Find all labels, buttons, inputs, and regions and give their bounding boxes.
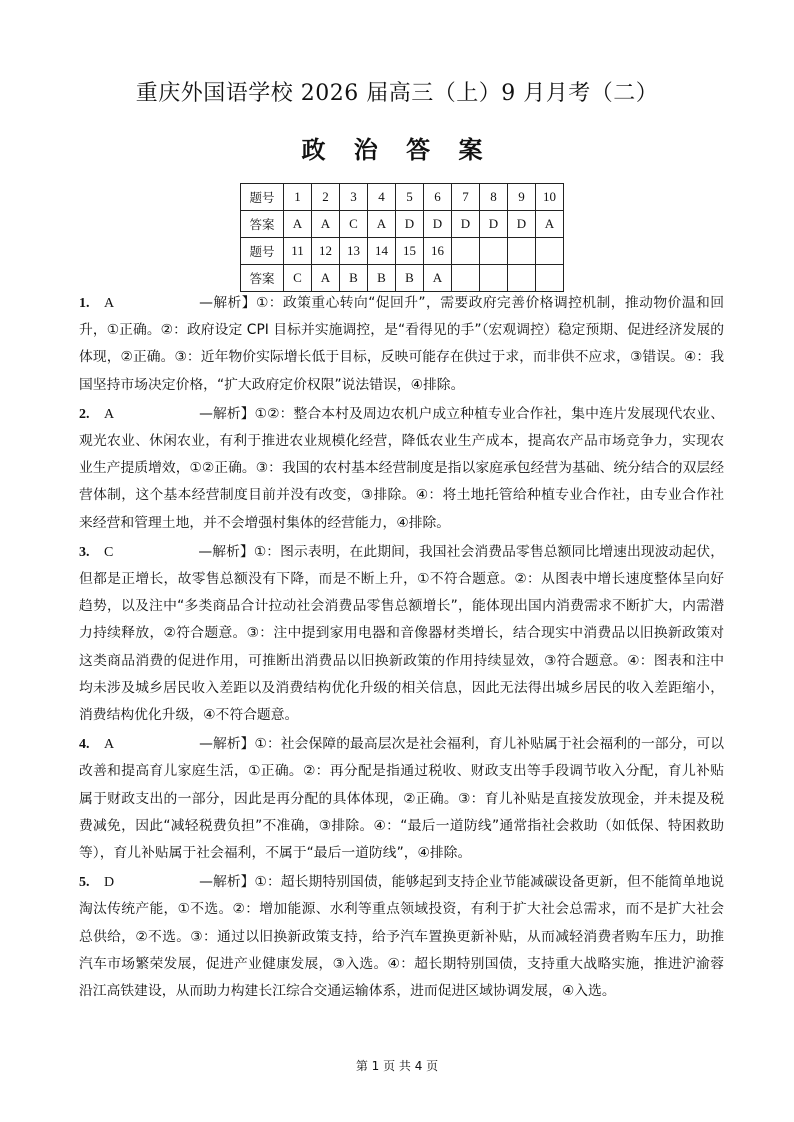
item-explanation: —解析】①：超长期特别国债，能够起到支持企业节能减碳设备更新，但不能简单地说淘汰传统产能，①不选。②：增加能源、水利等重点领域投资，有利于扩大社会总需求，而不是扩大社会总供给，②不选。③：通过以旧换新政策支持，给予汽车置换更新补贴，从而减轻消费者购车压力，助推汽车市场繁荣发展，促进产业健康发展，③入选。④：超长期特别国债，支持重大战略实施，推进沪渝蓉沿江高铁建设，从而助力构建长江综合交通运输体系，进而促进区域协调发展，④入选。 <box>79 874 724 1000</box>
table-header-cell: 题号 <box>241 238 284 265</box>
item-answer: D <box>104 875 115 891</box>
item-text <box>79 290 724 399</box>
table-cell: B <box>368 265 396 292</box>
table-header-cell: 题号 <box>241 184 284 211</box>
item-answer: A <box>104 406 115 422</box>
item-number: 2. <box>79 406 90 422</box>
table-cell: A <box>312 211 340 238</box>
table-cell: 4 <box>368 184 396 211</box>
item-text <box>79 869 724 1005</box>
item-explanation: —解析】①：社会保障的最高层次是社会福利，育儿补贴属于社会福利的一部分，可以改善和提高育儿家庭生活，①正确。②：再分配是指通过税收、财政支出等手段调节收入分配，育儿补贴属于财政支出的一部分，因此是再分配的具体体现，②正确。③：育儿补贴是直接发放现金，并未提及税费减免，因此“减轻税费负担”不准确，③排除。④：“最后一道防线”通常指社会救助（如低保、特困救助等），育儿补贴属于社会福利，不属于“最后一道防线”，④排除。 <box>79 736 724 862</box>
item-number: 4. <box>79 737 90 753</box>
table-cell: A <box>284 211 312 238</box>
table-cell: D <box>396 211 424 238</box>
table-cell: B <box>396 265 424 292</box>
table-cell <box>536 238 564 265</box>
table-cell: D <box>480 211 508 238</box>
table-cell: 16 <box>424 238 452 265</box>
table-cell: 5 <box>396 184 424 211</box>
table-cell <box>508 238 536 265</box>
table-row <box>241 265 564 292</box>
list-item <box>79 401 724 537</box>
table-cell: A <box>312 265 340 292</box>
item-explanation: —解析】①：政策重心转向“促回升”，需要政府完善价格调控机制，推动物价温和回升，①正确。②：政府设定 CPI 目标并实施调控，是“看得见的手”（宏观调控）稳定预期、促进经济发展的体现，②正确。③：近年物价实际增长低于目标，反映可能存在供过于求，而非供不应求，③错误。④：我国坚持市场决定价格，“扩大政府定价权限”说法错误，④排除。 <box>79 295 724 393</box>
table-cell: 15 <box>396 238 424 265</box>
table-cell: B <box>340 265 368 292</box>
table-cell <box>508 265 536 292</box>
page-title: 重庆外国语学校 2026 届高三（上）9 月月考（二） <box>135 81 659 106</box>
table-cell: C <box>340 211 368 238</box>
table-cell: 13 <box>340 238 368 265</box>
table-row <box>241 238 564 265</box>
table-cell: 2 <box>312 184 340 211</box>
table-cell: 7 <box>452 184 480 211</box>
list-item <box>79 539 724 729</box>
table-header-cell: 答案 <box>241 211 284 238</box>
item-answer: A <box>104 737 115 753</box>
table-cell: C <box>284 265 312 292</box>
table-cell: 8 <box>480 184 508 211</box>
item-explanation: —解析】①②：整合本村及周边农机户成立种植专业合作社，集中连片发展现代农业、观光农业、休闲农业，有利于推进农业规模化经营，降低农业生产成本，提高农产品市场竞争力，实现农业生产提质增效，①②正确。③：我国的农村基本经营制度是指以家庭承包经营为基础、统分结合的双层经营体制，这个基本经营制度目前并没有改变，③排除。④：将土地托管给种植专业合作社，由专业合作社来经营和管理土地，并不会增强村集体的经营能力，④排除。 <box>79 405 724 531</box>
list-item <box>79 869 724 1005</box>
table-cell: D <box>452 211 480 238</box>
table-cell: 11 <box>284 238 312 265</box>
table-cell <box>452 238 480 265</box>
page-footer: 第 1 页 共 4 页 <box>355 1059 439 1073</box>
table-cell: 3 <box>340 184 368 211</box>
list-item <box>79 731 724 867</box>
item-text <box>79 731 724 867</box>
table-row <box>241 211 564 238</box>
table-cell: A <box>424 265 452 292</box>
answer-explanations <box>79 290 724 1007</box>
list-item <box>79 290 724 399</box>
item-answer: A <box>104 296 115 311</box>
item-text <box>79 401 724 537</box>
table-cell: D <box>508 211 536 238</box>
table-cell <box>536 265 564 292</box>
item-number: 1. <box>79 296 90 311</box>
table-cell: 1 <box>284 184 312 211</box>
item-explanation: —解析】①：图示表明，在此期间，我国社会消费品零售总额同比增速出现波动起伏，但都是正增长，故零售总额没有下降，而是不断上升，①不符合题意。②：从图表中增长速度整体呈向好趋势，以及注中“多类商品合计拉动社会消费品零售总额增长”，能体现出国内消费需求不断扩大，内需潜力持续释放，②符合题意。③：注中提到家用电器和音像器材类增长，结合现实中消费品以旧换新政策对这类商品消费的促进作用，可推断出消费品以旧换新政策的作用持续显效，③符合题意。④：图表和注中均未涉及城乡居民收入差距以及消费结构优化升级的相关信息，因此无法得出城乡居民的收入差距缩小，消费结构优化升级，④不符合题意。 <box>79 543 724 724</box>
answer-table <box>240 183 564 292</box>
table-cell <box>480 265 508 292</box>
page-subtitle: 政 治 答 案 <box>301 135 493 164</box>
table-cell: 6 <box>424 184 452 211</box>
item-number: 3. <box>79 544 90 560</box>
table-cell: D <box>424 211 452 238</box>
table-cell: A <box>536 211 564 238</box>
table-header-cell: 答案 <box>241 265 284 292</box>
table-cell: 14 <box>368 238 396 265</box>
table-cell <box>480 238 508 265</box>
table-cell: 9 <box>508 184 536 211</box>
item-answer: C <box>104 544 114 560</box>
item-number: 5. <box>79 875 90 891</box>
table-cell: 12 <box>312 238 340 265</box>
table-cell: 10 <box>536 184 564 211</box>
item-text <box>79 539 724 729</box>
table-cell <box>452 265 480 292</box>
table-row <box>241 184 564 211</box>
table-cell: A <box>368 211 396 238</box>
